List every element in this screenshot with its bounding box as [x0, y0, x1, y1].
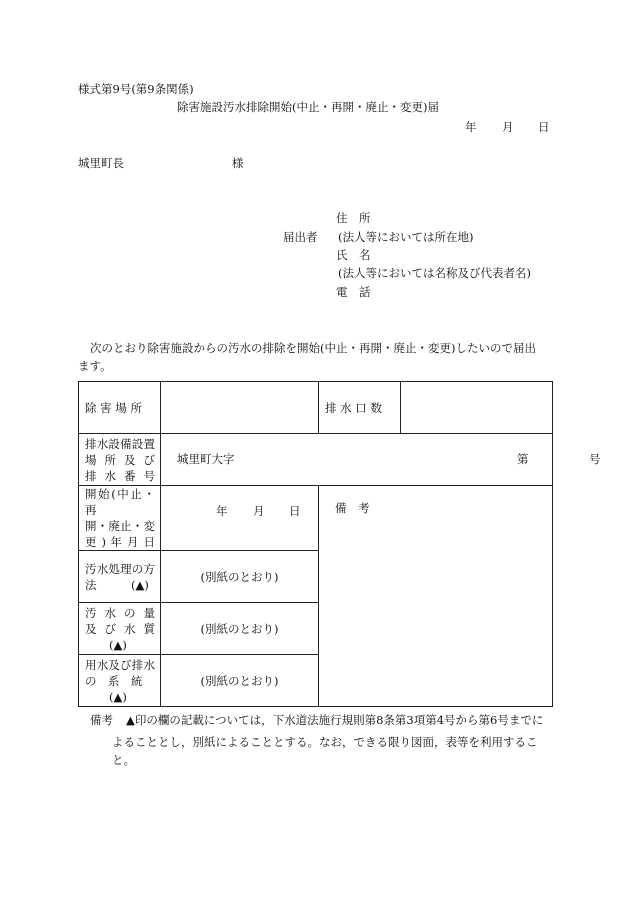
addressee-honorific: 様 — [232, 156, 244, 170]
start-label-cell — [79, 486, 161, 551]
system-label-line-3: (▲) — [109, 689, 127, 704]
page-title: 除害施設汚水排除開始(中止・再開・廃止・変更)届 — [177, 100, 439, 114]
facility-label-line-1: 排水設備設置 — [85, 436, 155, 451]
date-year: 年 — [465, 120, 477, 134]
quality-label-line-2: 及 び 水 質 — [85, 621, 155, 636]
system-value: (別紙のとおり) — [200, 673, 279, 688]
applicant-phone-label: 電 話 — [336, 285, 371, 299]
quality-label-line-1: 汚 水 の 量 — [85, 605, 155, 620]
place-label: 除 害 場 所 — [85, 400, 142, 415]
notes-line-1: ▲印の欄の記載については，下水道法施行規則第8条第3項第4号から第6号までに — [126, 713, 544, 727]
start-date-day: 日 — [289, 504, 301, 518]
method-value: (別紙のとおり) — [200, 569, 279, 584]
remarks-label: 備 考 — [335, 501, 370, 515]
date-day: 日 — [538, 120, 550, 134]
applicant-name-label: 氏 名 — [336, 248, 371, 262]
notes-label: 備考 — [90, 713, 113, 727]
method-label-line-2: 法 (▲) — [85, 577, 149, 592]
system-label-line-1: 用水及び排水 — [85, 657, 155, 672]
quality-label-cell — [79, 603, 161, 655]
facility-label-line-2: 場 所 及 び — [85, 452, 155, 467]
quality-label-line-3: (▲) — [109, 637, 127, 652]
start-date-cell[interactable] — [161, 486, 319, 551]
quality-value-cell[interactable] — [161, 603, 319, 655]
system-value-cell[interactable] — [161, 655, 319, 707]
applicant-address-label: 住 所 — [336, 211, 371, 225]
form-number: 様式第9号(第9条関係) — [78, 82, 194, 96]
facility-label-cell — [79, 434, 161, 486]
application-table — [78, 381, 601, 707]
notes-line-3: と。 — [112, 753, 135, 767]
outlet-value-cell[interactable] — [401, 382, 553, 434]
facility-value: 城里町大字 — [177, 452, 235, 466]
applicant-label: 届出者 — [283, 230, 318, 244]
notes-line-2: よることとし，別紙によることとする。なお，できる限り図面，表等を利用するこ — [112, 735, 538, 749]
outlet-label-cell — [319, 382, 401, 434]
method-value-cell[interactable] — [161, 551, 319, 603]
facility-value-cell[interactable] — [161, 434, 601, 486]
start-date-year: 年 — [216, 504, 228, 518]
intro-line-1: 次のとおり除害施設からの汚水の排除を開始(中止・再開・廃止・変更)したいので届出 — [90, 341, 536, 355]
number-suffix: 号 — [589, 452, 601, 466]
place-value-cell[interactable] — [161, 382, 319, 434]
applicant-name-note: (法人等においては名称及び代表者名) — [338, 266, 531, 280]
outlet-label: 排 水 口 数 — [325, 400, 382, 415]
start-label-line-3: 更 ) 年 月 日 — [85, 535, 155, 549]
place-label-cell — [79, 382, 161, 434]
intro-line-2: ます。 — [78, 359, 112, 373]
remarks-cell[interactable] — [319, 486, 553, 707]
start-label-line-1: 開始(中止・再 — [85, 487, 155, 517]
quality-value: (別紙のとおり) — [200, 621, 279, 636]
system-label-cell — [79, 655, 161, 707]
date-month: 月 — [502, 120, 514, 134]
method-label-cell — [79, 551, 161, 603]
addressee-name: 城里町長 — [78, 156, 124, 170]
applicant-address-note: (法人等においては所在地) — [338, 230, 474, 244]
facility-label-line-3: 排 水 番 号 — [85, 468, 155, 483]
start-date-month: 月 — [253, 504, 265, 518]
start-label-line-2: 開・廃止・変 — [85, 519, 155, 533]
system-label-line-2: の 系 統 — [85, 673, 143, 688]
method-label-line-1: 汚水処理の方 — [85, 561, 155, 576]
number-prefix: 第 — [517, 452, 529, 466]
